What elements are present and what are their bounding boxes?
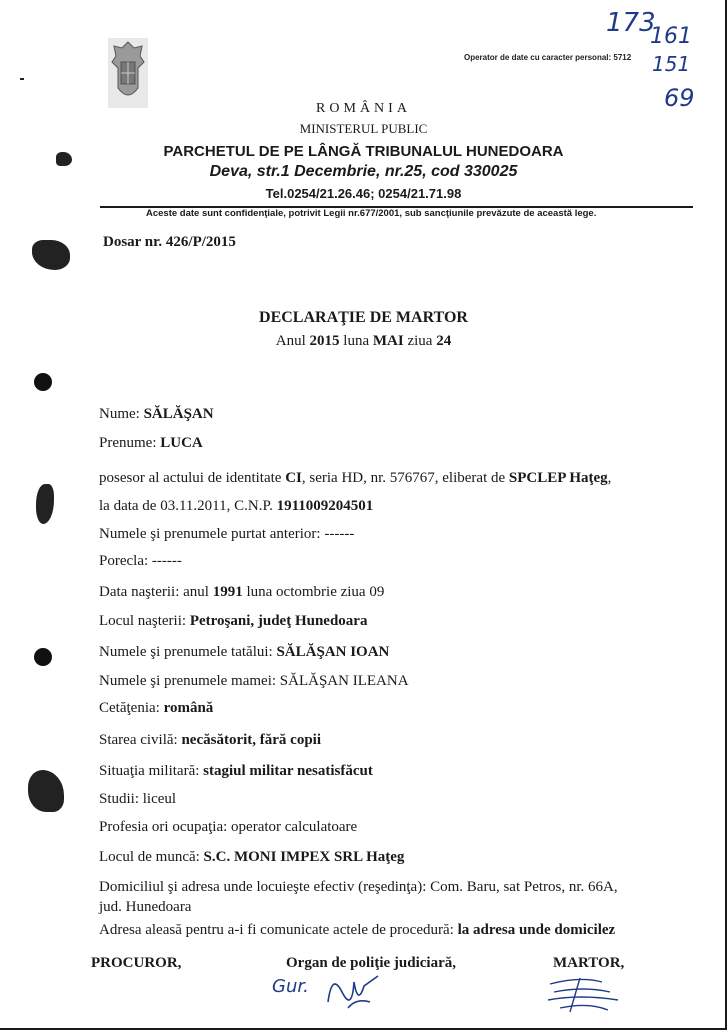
field-label: Data naşterii: anul [99,584,209,600]
field-prenume [99,434,203,452]
field-text: , seria HD, nr. 576767, eliberat de [301,470,506,486]
field-value: SĂLĂŞAN [143,406,214,422]
field-tata [99,643,389,661]
case-number: Dosar nr. 426/P/2015 [103,234,236,250]
handwritten-number: 173 [606,8,656,38]
punch-hole [34,648,52,666]
office-address: Deva, str.1 Decembrie, nr.25, cod 330025 [209,163,518,180]
signature-organ-politie: Organ de poliţie judiciară, [286,955,456,971]
police-signature-scribble-icon [318,962,388,1012]
field-cetatenia [99,699,213,717]
field-loc-munca [99,848,404,866]
declaration-date [0,333,727,350]
field-label: Locul de muncă: [99,849,200,865]
field-value: la adresa unde domicilez [457,922,616,938]
field-domiciliu-cont: jud. Hunedoara [99,899,192,915]
field-mama [99,672,409,690]
field-porecla: Porecla: ------ [99,553,182,569]
field-adresa-aleasa [99,921,615,939]
field-label: posesor al actului de identitate [99,470,282,486]
year-label: Anul [275,333,306,349]
field-text: luna octombrie ziua 09 [246,584,385,600]
punch-hole [34,373,52,391]
field-value: stagiul militar nesatisfăcut [203,763,373,779]
field-value: 1911009204501 [276,498,374,514]
field-label: Starea civilă: [99,732,178,748]
signature-martor: MARTOR, [553,955,625,971]
field-value: CI [285,470,302,486]
field-text: , [607,470,612,486]
field-value: Petroşani, judeţ Hunedoara [189,613,368,629]
field-value: LUCA [160,435,203,451]
field-locul-nasterii [99,612,367,630]
month-value: MAI [372,333,404,349]
field-act-identitate [99,469,611,487]
field-value: necăsătorit, fără copii [181,732,322,748]
field-label: Numele şi prenumele tatălui: [99,644,273,660]
field-value: SĂLĂŞAN ILEANA [279,673,409,689]
month-label: luna [343,333,370,349]
day-label: ziua [407,333,433,349]
field-situatie-militara [99,762,373,780]
signature-procuror: PROCUROR, [91,955,182,971]
handwritten-number: 69 [664,84,695,112]
field-label: Situaţia militară: [99,763,200,779]
field-data-nasterii [99,583,384,601]
field-label: Cetăţenia: [99,700,160,716]
document-title: DECLARAŢIE DE MARTOR [259,309,468,326]
handwritten-signature: Gur. [272,976,309,997]
field-label: Nume: [99,406,140,422]
field-label: Locul naşterii: [99,613,187,629]
year-value: 2015 [309,333,340,349]
operator-note: Operator de date cu caracter personal: 5712 [464,53,632,62]
field-label: Adresa aleasă pentru a-i fi comunicate actele de procedură: [99,922,454,938]
scan-blot [20,78,24,80]
office-heading: PARCHETUL DE PE LÂNGĂ TRIBUNALUL HUNEDOARA [163,143,564,160]
field-value: SPCLEP Haţeg [508,470,608,486]
coat-of-arms-icon [108,38,148,108]
handwritten-number: 151 [652,52,691,76]
ministry-heading: MINISTERUL PUBLIC [299,121,428,136]
day-value: 24 [436,333,452,349]
field-label: Numele şi prenumele mamei: [99,673,277,689]
field-nume-anterior: Numele şi prenumele purtat anterior: ------ [99,526,355,542]
field-profesia: Profesia ori ocupaţia: operator calculatoare [99,819,358,835]
field-value: 1991 [212,584,243,600]
field-value: română [163,700,214,716]
field-domiciliu: Domiciliul şi adresa unde locuieşte efectiv (reşedinţa): Com. Baru, sat Petros, nr. 66A, [99,879,618,895]
field-nume [99,405,214,423]
office-phone: Tel.0254/21.26.46; 0254/21.71.98 [265,186,462,201]
witness-signature-scribble-icon [540,972,630,1016]
field-label: la data de 03.11.2011, C.N.P. [99,498,273,514]
confidential-note: Aceste date sunt confidenţiale, potrivit Legii nr.677/2001, sub sancţiunile prevăzute de această lege. [146,208,597,219]
handwritten-number: 161 [650,24,692,49]
field-value: SĂLĂŞAN IOAN [276,644,390,660]
field-studii: Studii: liceul [99,791,177,807]
field-data-cnp [99,497,373,515]
country-heading: ROMÂNIA [316,101,411,116]
field-label: Prenume: [99,435,157,451]
field-value: S.C. MONI IMPEX SRL Haţeg [203,849,405,865]
field-stare-civila [99,731,321,749]
